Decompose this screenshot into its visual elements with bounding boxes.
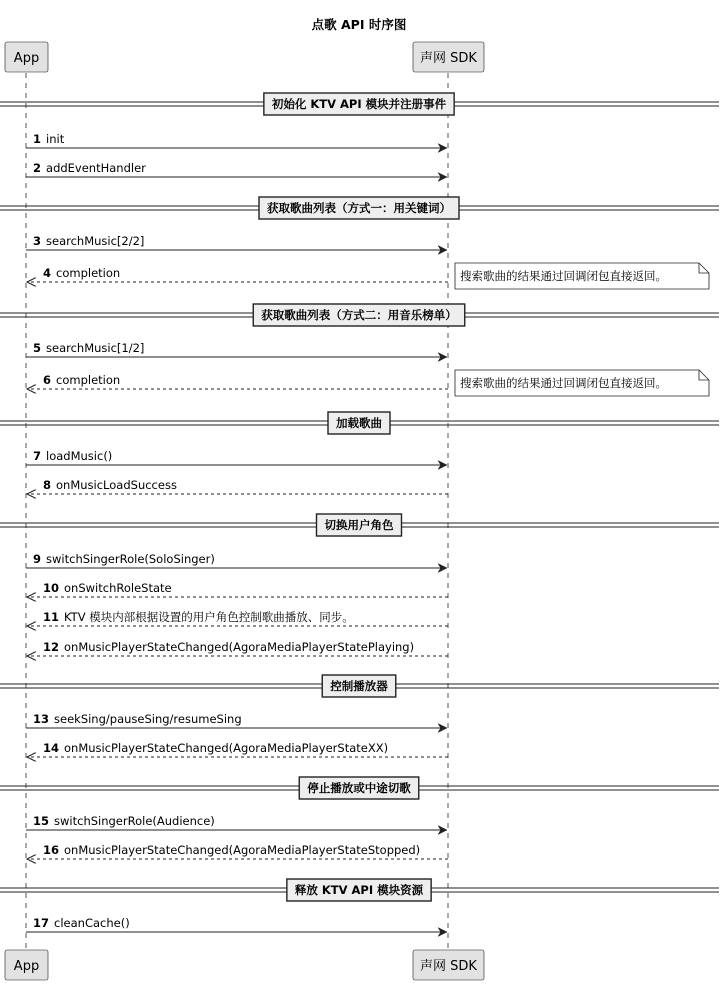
section-divider xyxy=(0,412,719,434)
message-label xyxy=(43,610,354,624)
participant-app-label: App xyxy=(13,51,40,66)
participant-sdk-label: 声网 SDK xyxy=(420,959,477,974)
message-text: cleanCache() xyxy=(54,916,130,930)
participant-sdk-bottom xyxy=(413,950,484,980)
message-label xyxy=(33,916,130,930)
participant-app-bottom xyxy=(5,950,48,980)
message-number: 17 xyxy=(33,916,50,930)
message-text: onMusicPlayerStateChanged(AgoraMediaPlayerStateStopped) xyxy=(64,843,421,857)
message-label xyxy=(43,843,420,857)
message xyxy=(26,132,447,148)
message-label xyxy=(43,266,120,280)
message-label xyxy=(43,640,414,654)
message-text: completion xyxy=(56,373,121,387)
message-text: addEventHandler xyxy=(46,161,146,175)
message xyxy=(26,814,447,830)
note xyxy=(455,263,709,289)
section-divider xyxy=(0,93,719,115)
message xyxy=(26,916,447,932)
message xyxy=(27,610,448,626)
participant-sdk-top xyxy=(413,42,484,72)
message xyxy=(26,234,447,250)
message-number: 15 xyxy=(33,814,50,828)
message-label xyxy=(43,478,177,492)
message xyxy=(26,712,447,728)
message-text: onSwitchRoleState xyxy=(64,581,172,595)
message-number: 2 xyxy=(33,161,42,175)
message-text: switchSingerRole(SoloSinger) xyxy=(46,552,215,566)
message-text: loadMusic() xyxy=(46,449,113,463)
section-divider xyxy=(0,879,719,901)
message-number: 9 xyxy=(33,552,42,566)
section-divider xyxy=(0,514,719,536)
section-label: 控制播放器 xyxy=(330,679,388,693)
message-label xyxy=(33,132,65,146)
section-divider xyxy=(0,777,719,799)
message-text: searchMusic[1/2] xyxy=(46,341,145,355)
note xyxy=(455,370,709,396)
note-text: 搜索歌曲的结果通过回调闭包直接返回。 xyxy=(460,376,667,390)
message-text: onMusicPlayerStateChanged(AgoraMediaPlayerStateXX) xyxy=(64,741,389,755)
message-number: 12 xyxy=(43,640,60,654)
message-label xyxy=(43,581,172,595)
message-number: 14 xyxy=(43,741,60,755)
message-text: onMusicLoadSuccess xyxy=(56,478,177,492)
message-label xyxy=(33,341,144,355)
message xyxy=(26,161,447,177)
message-label xyxy=(33,234,144,248)
message-number: 3 xyxy=(33,234,42,248)
message-label xyxy=(33,161,146,175)
section-label: 切换用户角色 xyxy=(324,518,394,532)
note-text: 搜索歌曲的结果通过回调闭包直接返回。 xyxy=(460,269,667,283)
message-label xyxy=(33,712,242,726)
section-label: 释放 KTV API 模块资源 xyxy=(294,883,424,897)
message-number: 6 xyxy=(43,373,52,387)
message-label xyxy=(43,741,388,755)
message xyxy=(27,843,448,859)
section-divider xyxy=(0,197,719,219)
section-divider xyxy=(0,675,719,697)
participant-sdk-label: 声网 SDK xyxy=(420,51,477,66)
message-label xyxy=(33,814,215,828)
section-label: 加载歌曲 xyxy=(336,416,382,430)
message-text: init xyxy=(46,132,65,146)
message xyxy=(26,341,447,357)
diagram-title: 点歌 API 时序图 xyxy=(311,17,407,32)
message-number: 16 xyxy=(43,843,60,857)
message-text: KTV 模块内部根据设置的用户角色控制歌曲播放、同步。 xyxy=(64,610,354,624)
message xyxy=(27,640,448,656)
participant-app-top xyxy=(5,42,48,72)
message-number: 10 xyxy=(43,581,60,595)
message-text: seekSing/pauseSing/resumeSing xyxy=(54,712,242,726)
section-label: 初始化 KTV API 模块并注册事件 xyxy=(271,97,447,111)
section-label: 获取歌曲列表（方式一：用关键词） xyxy=(267,201,451,215)
message-text: switchSingerRole(Audience) xyxy=(54,814,215,828)
message xyxy=(26,552,447,568)
participant-app-label: App xyxy=(13,959,40,974)
message xyxy=(27,266,448,282)
message-number: 7 xyxy=(33,449,42,463)
section-label: 停止播放或中途切歌 xyxy=(307,781,411,795)
message-number: 1 xyxy=(33,132,42,146)
message-number: 5 xyxy=(33,341,42,355)
message-text: onMusicPlayerStateChanged(AgoraMediaPlayerStatePlaying) xyxy=(64,640,415,654)
message-label xyxy=(33,552,215,566)
message-number: 11 xyxy=(43,610,60,624)
section-divider xyxy=(0,304,719,326)
message xyxy=(27,581,448,597)
diagram-content xyxy=(0,93,719,932)
message-label xyxy=(33,449,112,463)
section-label: 获取歌曲列表（方式二：用音乐榜单） xyxy=(261,308,457,322)
message xyxy=(27,478,448,494)
message-number: 13 xyxy=(33,712,50,726)
message xyxy=(27,373,448,389)
message-number: 8 xyxy=(43,478,52,492)
message-text: completion xyxy=(56,266,121,280)
message-number: 4 xyxy=(43,266,52,280)
message-label xyxy=(43,373,120,387)
message xyxy=(27,741,448,757)
message-text: searchMusic[2/2] xyxy=(46,234,145,248)
message xyxy=(26,449,447,465)
